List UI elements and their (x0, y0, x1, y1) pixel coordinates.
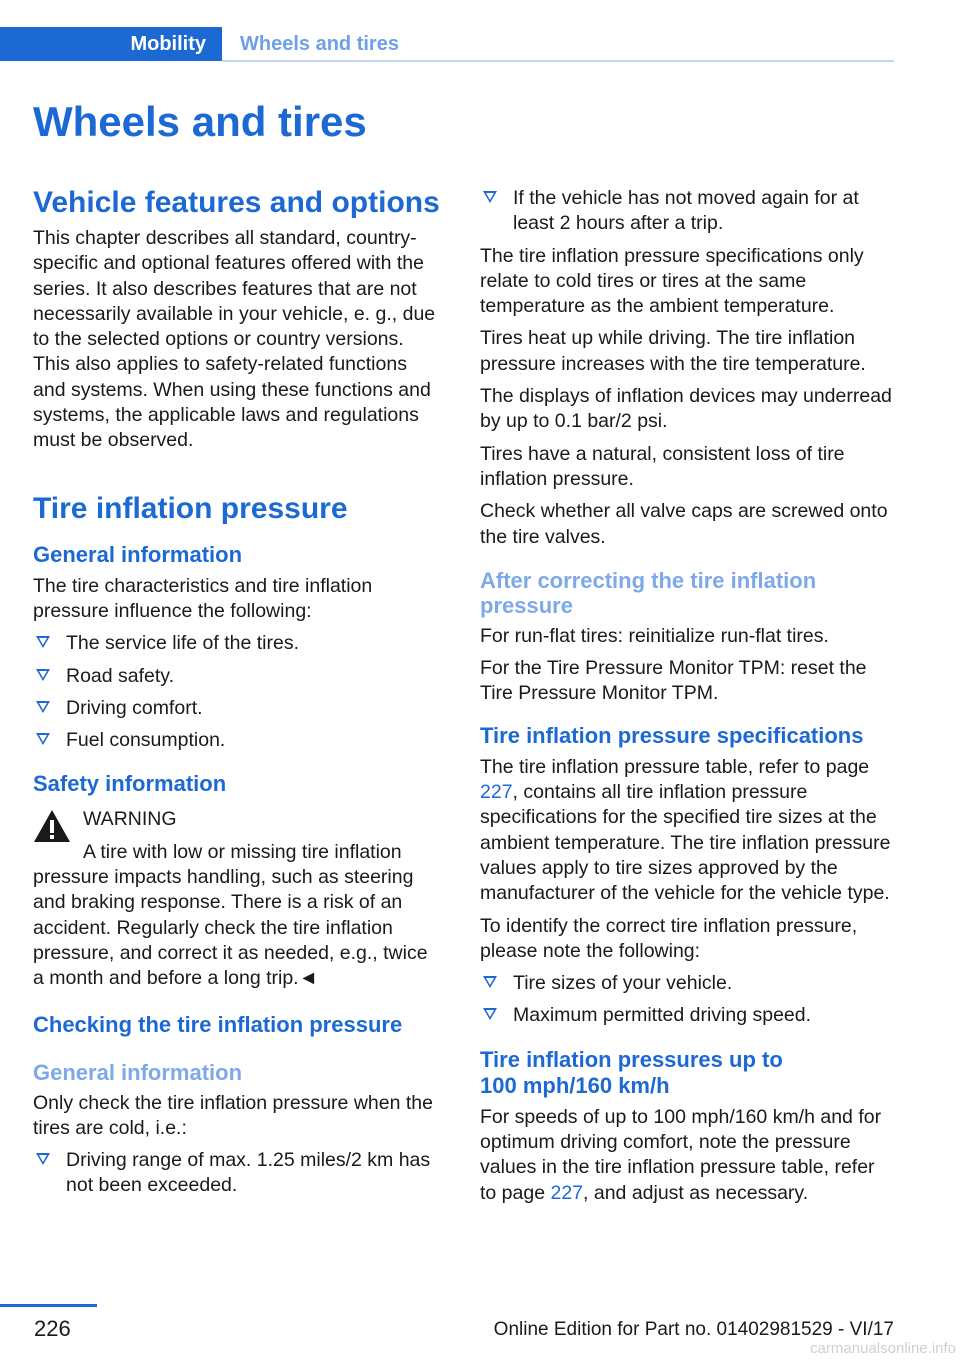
section-tab-mobility[interactable]: Mobility (0, 27, 222, 61)
page-link-227[interactable]: 227 (550, 1181, 584, 1204)
heading-safety-information: Safety information (33, 771, 227, 797)
bullet-triangle-icon (36, 1153, 50, 1165)
page-title: Wheels and tires (33, 98, 367, 145)
heading-vehicle-features: Vehicle features and options (33, 186, 440, 219)
list-item: Tire sizes of your vehicle. (480, 971, 896, 996)
bullet-triangle-icon (483, 1008, 497, 1020)
list-item: The service life of the tires. (33, 631, 443, 656)
heading-pressure-specifications: Tire inflation pressure specifications (480, 722, 864, 748)
paragraph-specifications: The tire inflation pressure table, refer to page 227, contains all tire inflation pressure specifications for the specified tire sizes at the ambient temperature. The tire inflation pressure values apply to tire sizes approved by the manufacturer of the vehicle for the vehicle type. (480, 755, 891, 905)
list-cold-conditions-continued (480, 186, 896, 237)
paragraph-features: This chapter describes all standard, country-specific and optional features offered with the series. It also describes features that are not necessarily available in your vehicle, e. g., due to the selected options or country versions. This also applies to safety-related functions and systems. When using these functions and systems, the applicable laws and regulations must be observed. (33, 227, 436, 452)
warning-box (33, 807, 443, 991)
heading-pressures-up-to-100mph: Tire inflation pressures up to 100 mph/160 km/h (480, 1046, 783, 1098)
list-item: Road safety. (33, 664, 443, 689)
list-general-factors (33, 631, 443, 753)
left-column (33, 186, 443, 1206)
paragraph-run-flat: For run-flat tires: reinitialize run-flat tires. (480, 624, 829, 647)
paragraph-tpm: For the Tire Pressure Monitor TPM: reset the Tire Pressure Monitor TPM. (480, 657, 867, 705)
warning-text: pressure impacts handling, such as steering and braking response. There is a risk of an accident. Regularly check the tire inflation pressure, and correct it as needed, e.g., twice a month and before a long trip.◄ (33, 866, 428, 990)
edition-note: Online Edition for Part no. 01402981529 - VI/17 (493, 1319, 894, 1340)
paragraph-identify: To identify the correct tire inflation pressure, please note the following: (480, 914, 858, 962)
page-number: 226 (34, 1316, 71, 1341)
page-link-227[interactable]: 227 (480, 781, 513, 804)
paragraph-valve-caps: Check whether all valve caps are screwed onto the tire valves. (480, 500, 888, 548)
paragraph-up-to-100mph: For speeds of up to 100 mph/160 km/h and for optimum driving comfort, note the pressure values in the tire inflation pressure table, refer to page 227, and adjust as necessary. (480, 1105, 882, 1204)
bullet-triangle-icon (483, 191, 497, 203)
paragraph-cold-spec: The tire inflation pressure specifications only relate to cold tires or tires at the same temperature as the ambient temperature. (480, 244, 864, 318)
list-item: If the vehicle has not moved again for at least 2 hours after a trip. (480, 186, 896, 237)
paragraph-general: The tire characteristics and tire inflation pressure influence the following: (33, 574, 373, 622)
paragraph-cold-tires: Only check the tire inflation pressure when the tires are cold, i.e.: (33, 1091, 433, 1139)
watermark: carmanualsonline.info (810, 1340, 956, 1357)
header-divider (222, 60, 894, 62)
paragraph-heat-up: Tires heat up while driving. The tire inflation pressure increases with the tire temperature. (480, 327, 866, 375)
bullet-triangle-icon (36, 701, 50, 713)
bullet-triangle-icon (36, 636, 50, 648)
heading-after-correcting: After correcting the tire inflation pressure (480, 567, 817, 618)
bullet-triangle-icon (36, 669, 50, 681)
list-identify-factors (480, 971, 896, 1029)
bullet-triangle-icon (36, 733, 50, 745)
bullet-triangle-icon (483, 976, 497, 988)
warning-label: WARNING (83, 808, 177, 831)
warning-text-first-line: A tire with low or missing tire inflation (83, 840, 402, 863)
list-item: Fuel consumption. (33, 728, 443, 753)
list-cold-conditions (33, 1148, 443, 1199)
breadcrumb[interactable]: Wheels and tires (240, 32, 399, 55)
heading-tire-inflation-pressure: Tire inflation pressure (33, 491, 348, 525)
list-item: Maximum permitted driving speed. (480, 1003, 896, 1028)
heading-checking-pressure: Checking the tire inflation pressure (33, 1011, 403, 1037)
list-item: Driving range of max. 1.25 miles/2 km has not been exceeded. (33, 1148, 443, 1199)
heading-general-information: General information (33, 541, 243, 567)
warning-triangle-icon (33, 809, 71, 843)
paragraph-natural-loss: Tires have a natural, consistent loss of tire inflation pressure. (480, 442, 845, 490)
right-column (480, 186, 896, 1213)
footer-divider (0, 1304, 97, 1307)
heading-general-information-2: General information (33, 1059, 243, 1085)
list-item: Driving comfort. (33, 696, 443, 721)
paragraph-underread: The displays of inflation devices may underread by up to 0.1 bar/2 psi. (480, 385, 892, 433)
